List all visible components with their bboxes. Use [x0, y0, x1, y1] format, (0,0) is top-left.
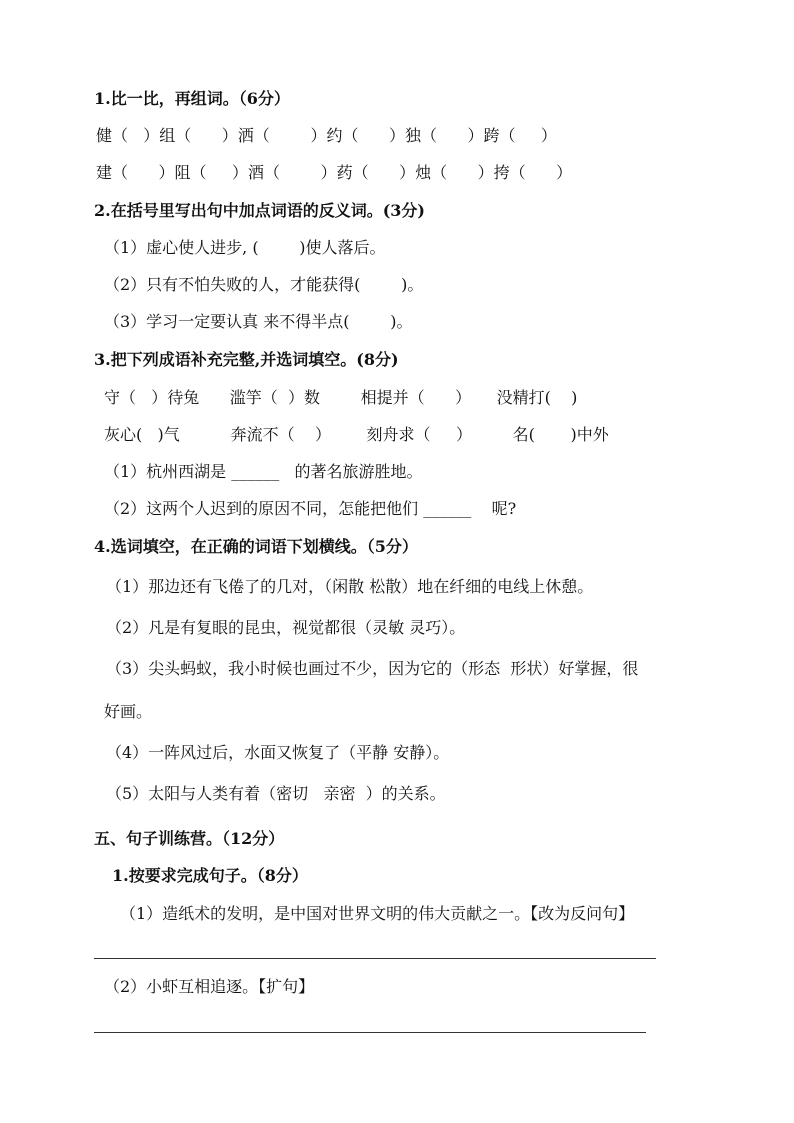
section-5-heading: 五、句子训练营。（12分）	[94, 829, 285, 848]
answer-line-2	[94, 1032, 646, 1033]
q3-row-2: 灰心( )气 奔流不（ ） 刻舟求（ ） 名( )中外	[104, 425, 609, 444]
q4-heading: 4.选词填空，在正确的词语下划横线。（5分）	[94, 537, 418, 556]
q1-row-1: 健（ ）组（ ）洒（ ）约（ ）独（ ）跨（ ）	[96, 126, 557, 145]
q1-row-2: 建（ ）阻（ ）酒（ ）药（ ）烛（ ）挎（ ）	[96, 163, 573, 182]
s5-item-1: （1）造纸术的发明，是中国对世界文明的伟大贡献之一。【改为反问句】	[120, 904, 635, 923]
q2-item-3: （3）学习一定要认真 来不得半点( )。	[104, 312, 413, 331]
q3-row-1: 守（ ）待兔 滥竽（ ）数 相提并（ ） 没精打( )	[104, 388, 578, 407]
answer-line-1	[94, 958, 656, 959]
q2-heading: 2.在括号里写出句中加点词语的反义词。(3分)	[94, 201, 425, 220]
q4-item-3-continued: 好画。	[104, 702, 153, 721]
q4-item-3: （3）尖头蚂蚁，我小时候也画过不少，因为它的（形态 形状）好掌握，很	[106, 659, 639, 678]
q2-item-1: （1）虚心使人进步, ( )使人落后。	[104, 238, 386, 257]
q1-heading: 1.比一比，再组词。（6分）	[94, 89, 290, 108]
q2-item-2: （2）只有不怕失败的人，才能获得( )。	[104, 275, 424, 294]
q3-item-2: （2）这两个人迟到的原因不同，怎能把他们 ______ 呢?	[104, 499, 517, 518]
q4-item-2: （2）凡是有复眼的昆虫，视觉都很（灵敏 灵巧）。	[106, 618, 466, 637]
q4-item-4: （4）一阵风过后，水面又恢复了（平静 安静）。	[106, 743, 450, 762]
q4-item-5: （5）太阳与人类有着（密切 亲密 ）的关系。	[106, 784, 446, 803]
s5-item-2: （2）小虾互相追逐。【扩句】	[104, 977, 315, 996]
section-5-subheading: 1.按要求完成句子。（8分）	[112, 866, 308, 885]
q3-item-1: （1）杭州西湖是 ______ 的著名旅游胜地。	[104, 462, 423, 481]
q3-heading: 3.把下列成语补充完整,并选词填空。(8分)	[94, 350, 399, 369]
q4-item-1: （1）那边还有飞倦了的几对，（闲散 松散）地在纤细的电线上休憩。	[106, 577, 594, 596]
